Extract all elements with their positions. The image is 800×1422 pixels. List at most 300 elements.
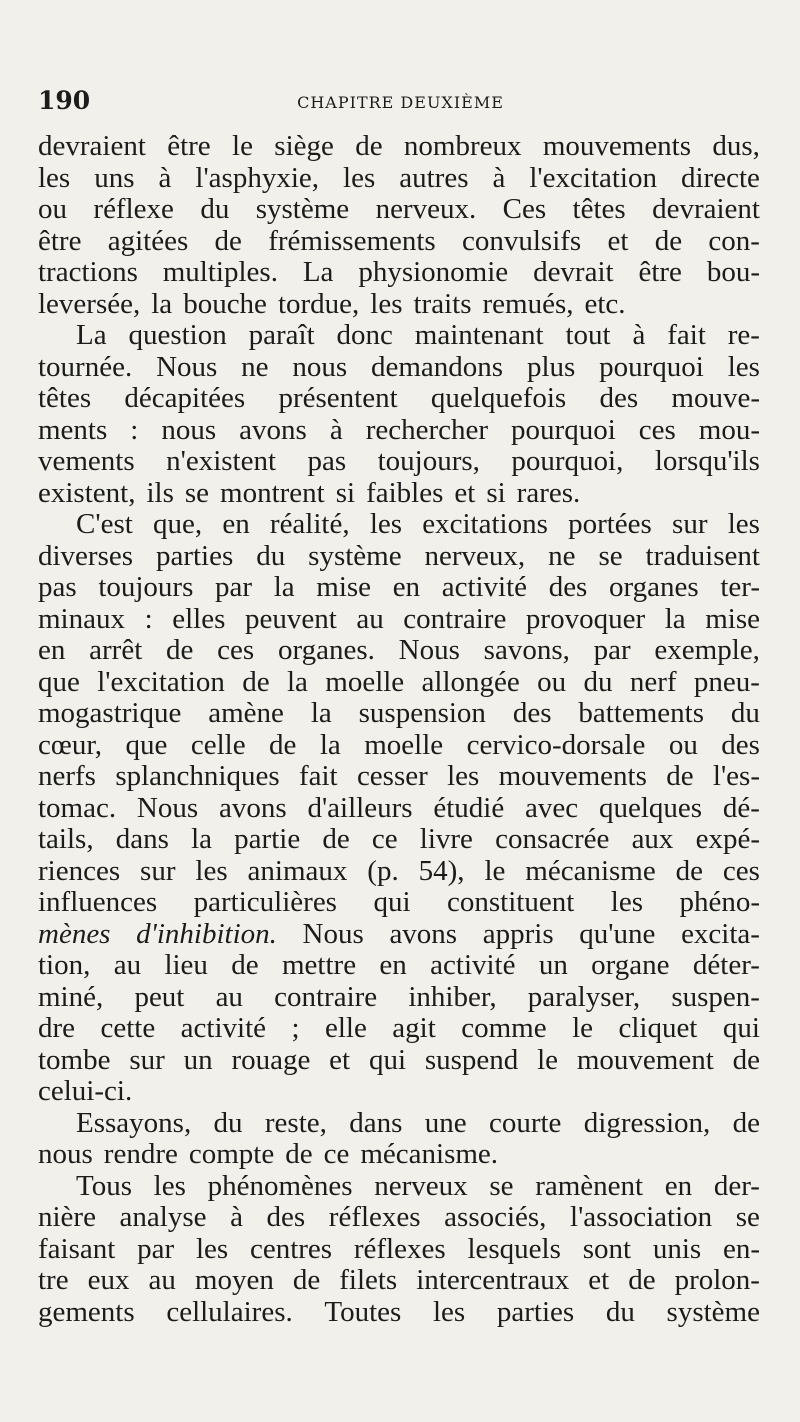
word: en- [722,1232,760,1265]
word: qui [722,1012,760,1044]
word: celui-ci. [38,1075,133,1107]
text-line [38,667,760,699]
text-line [38,793,760,825]
word: etc. [584,287,626,320]
text-line [38,982,760,1014]
word: contraire [403,602,507,635]
text-line [38,1108,760,1140]
word: intercentraux [416,1264,570,1296]
word: lieu [164,949,208,981]
word: suspension [358,697,486,729]
word: agit [392,1012,436,1044]
word: organes [609,571,699,603]
word: constituent [447,886,575,918]
word: du [213,1106,243,1139]
word: cervico-dorsale [466,728,646,761]
word: traduisent [645,539,760,572]
word: ne [241,350,269,383]
text-line [38,320,760,352]
word: ments [38,413,108,446]
word: les [447,760,480,792]
word: siège [274,130,334,162]
word: ce [323,1138,350,1170]
word: de [269,728,297,761]
word: La [76,319,107,351]
word: organes. [277,634,375,666]
word: traits [413,287,472,320]
word: toujours [98,571,194,603]
word: celle [190,728,246,761]
word: pas [307,445,347,477]
word: re- [727,319,760,351]
word: Toutes [324,1295,402,1328]
word: la [664,602,686,635]
word: prolon- [674,1264,760,1296]
word: nous [292,350,348,383]
word: dé- [722,791,760,824]
word: faibles [366,476,444,509]
word: Essayons, [76,1106,192,1139]
word: pneu- [693,665,760,698]
word: nerveux. [375,193,477,225]
word: aux [631,823,674,855]
word: réflexes [328,1201,421,1233]
page-number: 190 [38,86,91,115]
word: lorsqu'ils [654,445,760,477]
word: (p. [367,854,399,887]
text-line [38,604,760,636]
word: du [605,1295,635,1328]
word: l'asphyxie, [195,161,320,194]
word: provoquer [525,602,646,635]
word: nerveux, [424,539,526,572]
word: organe [591,949,670,981]
text-line [38,919,760,951]
word: la [286,665,308,698]
word: au [113,949,142,981]
word: ou [38,193,67,225]
word: bou- [706,256,760,288]
word: existent, [38,476,136,509]
word: excita- [681,917,760,950]
word: les [369,508,403,540]
word: paraît [248,319,315,351]
text-line [38,352,760,384]
word: avec [525,791,579,824]
word: la [273,571,295,603]
word: des [721,728,760,761]
word: l'excitation [97,665,225,698]
word: à [158,161,172,194]
text-line [38,1013,760,1045]
word: amène [208,697,284,729]
word: exemple, [654,634,760,666]
word: être [638,256,682,288]
word: de [285,1138,313,1170]
word: si [335,476,356,509]
text-line [38,856,760,888]
word: présentent [278,382,398,414]
word: système [255,193,350,225]
text-line [38,194,760,226]
word: savons, [483,634,570,666]
word: ramènent [535,1169,644,1202]
text-line [38,1045,760,1077]
word: fait [298,760,338,792]
word: reste, [264,1106,327,1139]
text-line [38,761,760,793]
text-line [38,824,760,856]
word: d'ailleurs [307,791,413,824]
word: à [492,161,506,194]
text-line [38,541,760,573]
word: rendre [103,1138,178,1170]
word: les [610,886,643,918]
word: La [302,256,334,288]
word: der- [713,1169,760,1202]
word: se [735,1201,760,1233]
word: sur [129,1043,165,1076]
word: être [167,130,211,162]
text-line [38,478,760,510]
word: n'existent [166,445,277,477]
word: : [130,413,139,446]
text-line [38,635,760,667]
word: de [214,224,242,257]
word: têtes [38,382,92,414]
text-line [38,1297,760,1329]
word: des [266,1201,306,1233]
word: l'excitation [529,161,657,194]
word: Nous [398,634,460,666]
word: devrait [533,256,614,288]
word: livre [419,823,473,855]
word: pourquoi [599,350,704,383]
word: analyse [119,1201,207,1233]
word: des [599,382,639,414]
word: tion, [38,949,91,981]
word: associés, [444,1201,547,1233]
word: mouvement [576,1043,714,1076]
word: : [144,602,153,635]
word: pourquoi, [511,445,624,477]
word: l'es- [712,760,760,792]
word: mise [316,571,372,603]
word: influences [38,886,158,918]
word: ces [217,634,255,666]
word: ils [146,476,174,509]
word: de [322,823,350,855]
word: dus, [712,130,760,162]
word: et [607,224,629,257]
word: mogastrique [38,697,182,729]
word: suspen- [671,980,760,1013]
text-line [38,257,760,289]
word: les [370,287,403,320]
word: la [319,728,341,761]
word: des [548,571,588,603]
word: splanchniques [115,760,280,792]
word: que, [153,508,203,540]
text-line [38,509,760,541]
word: en [392,571,421,603]
word: par [593,634,631,666]
word: uns [94,161,135,194]
word: de [355,130,383,162]
word: comme [461,1012,547,1044]
text-line [38,415,760,447]
word: le [537,1043,559,1076]
word: ; [291,1012,300,1044]
word: plus [526,350,576,383]
word: vements [38,445,135,477]
word: rechercher [365,413,489,446]
word: par [137,1232,175,1265]
word: du [200,193,230,225]
word: riences [38,854,121,887]
word: du [730,697,760,729]
word: frémissements [268,224,436,257]
word: avons [218,791,287,824]
word: gements [38,1295,135,1328]
word: les [727,350,760,383]
word: agitées [107,224,189,257]
word: d'inhibition. [136,917,277,950]
word: si [486,476,506,509]
word: de [231,949,259,981]
word: leversée, [38,287,141,320]
word: arrêt [89,634,143,666]
word: le [484,854,506,887]
word: mènes [38,917,111,950]
word: qui [373,886,411,918]
word: nombreux [403,130,522,162]
word: mise [705,602,760,635]
word: nerfs [38,760,96,792]
word: parties [496,1295,575,1328]
word: les [727,508,760,540]
word: Nous [136,791,199,824]
word: se [598,539,623,572]
word: ces [722,854,760,887]
word: de [242,665,270,698]
word: partie [234,823,301,855]
word: rares. [516,476,581,509]
word: du [583,665,613,698]
word: réalité, [269,508,350,540]
word: toujours, [377,445,480,477]
word: autres [399,161,469,194]
word: nière [38,1201,96,1233]
word: Nous [302,917,364,950]
word: mécanisme. [360,1138,499,1170]
word: inhiber, [408,980,497,1013]
word: de [732,1043,760,1076]
word: excitations [422,508,548,540]
word: faisant [38,1232,116,1265]
word: ne [548,539,576,572]
word: allongée [421,665,520,698]
word: portées [568,508,652,540]
word: pas [38,571,77,603]
word: système [308,539,402,572]
word: paralyser, [527,980,641,1013]
word: minaux [38,602,125,635]
text-line [38,730,760,762]
word: Nous [156,350,218,383]
text-line [38,698,760,730]
word: animaux [247,854,348,887]
word: décapitées [124,382,246,414]
word: la [191,823,213,855]
word: question [128,319,227,351]
word: à [329,413,343,446]
word: nerf [629,665,677,698]
word: devraient [652,193,760,225]
word: de [675,854,704,887]
word: C'est [76,508,133,540]
word: demandons [371,350,504,383]
word: maintenant [414,319,544,351]
word: nerveux [374,1169,468,1202]
word: de [628,1264,656,1296]
word: la [151,287,173,320]
word: cliquet [618,1012,698,1044]
word: ou [537,665,567,698]
word: moyen [194,1264,274,1296]
word: les [343,161,376,194]
word: dre [38,1012,76,1044]
word: 54), [418,854,465,887]
word: dans [349,1106,403,1139]
word: lesquels [467,1232,561,1265]
word: compte [188,1138,275,1170]
word: au [356,602,384,635]
word: un [538,949,568,981]
word: eux [87,1264,130,1296]
word: les [153,1169,186,1202]
word: cœur, [38,728,103,761]
word: qu'une [579,917,656,950]
word: qui [368,1043,406,1076]
word: pourquoi [511,413,616,446]
word: par [215,571,253,603]
word: activité [430,949,516,981]
word: rouage [231,1043,311,1076]
word: moelle [364,728,444,761]
word: appris [482,917,554,950]
word: tordue, [277,287,360,320]
word: quelquefois [430,382,567,414]
word: ce [371,823,398,855]
word: cellulaires. [166,1295,293,1328]
word: une [424,1106,467,1139]
word: mettre [282,949,357,981]
text-line [38,572,760,604]
word: sont [582,1232,632,1265]
text-line [38,1171,760,1203]
word: et [329,1043,351,1076]
text-line [38,446,760,478]
word: étudié [433,791,505,824]
word: en [38,634,66,666]
word: Tous [76,1169,132,1202]
word: les [38,161,71,194]
word: unis [652,1232,702,1265]
word: tomac. [38,791,117,824]
word: sur [140,854,176,887]
word: physionomie [358,256,509,288]
word: directe [681,161,760,194]
word: de [654,224,683,257]
word: miné, [38,980,104,1013]
text-line [38,289,760,321]
word: en [379,949,407,981]
text-line [38,1076,760,1108]
word: mouvements [498,760,647,792]
word: convulsifs [462,224,582,257]
word: de [292,1264,321,1296]
word: cette [100,1012,156,1044]
text-line [38,1139,760,1171]
word: montrent [220,476,325,509]
word: être [38,224,82,257]
word: tombe [38,1043,111,1076]
word: parties [155,539,234,572]
word: activité [180,1012,267,1044]
word: activité [441,571,528,603]
word: moelle [325,665,405,698]
word: l'association [570,1201,713,1233]
text-line [38,950,760,982]
word: peuvent [244,602,337,635]
running-head: CHAPITRE DEUXIÈME [297,93,504,112]
word: que [38,665,80,698]
word: peut [134,980,185,1013]
word: au [148,1264,176,1296]
word: à [230,1201,243,1233]
word: réflexes [353,1232,446,1265]
word: cesser [356,760,428,792]
word: centres [249,1232,333,1265]
word: ou [668,728,698,761]
word: sur [672,508,708,540]
text-line [38,163,760,195]
word: suspend [424,1043,519,1076]
body-text [38,131,760,1328]
word: consacrée [495,823,610,855]
word: dans [115,823,169,855]
word: elles [172,602,226,635]
word: mouve- [671,382,760,414]
word: Ces [502,193,547,225]
word: phéno- [679,886,760,918]
word: que [125,728,168,761]
word: à [632,319,646,351]
text-line [38,887,760,919]
word: du [256,539,286,572]
word: diverses [38,539,134,572]
word: réflexe [93,193,174,225]
word: avons [389,917,458,950]
word: fait [667,319,706,351]
word: particulières [193,886,337,918]
word: filets [339,1264,398,1296]
word: de [732,1106,760,1139]
word: le [572,1012,593,1044]
word: un [183,1043,213,1076]
text-line [38,383,760,415]
